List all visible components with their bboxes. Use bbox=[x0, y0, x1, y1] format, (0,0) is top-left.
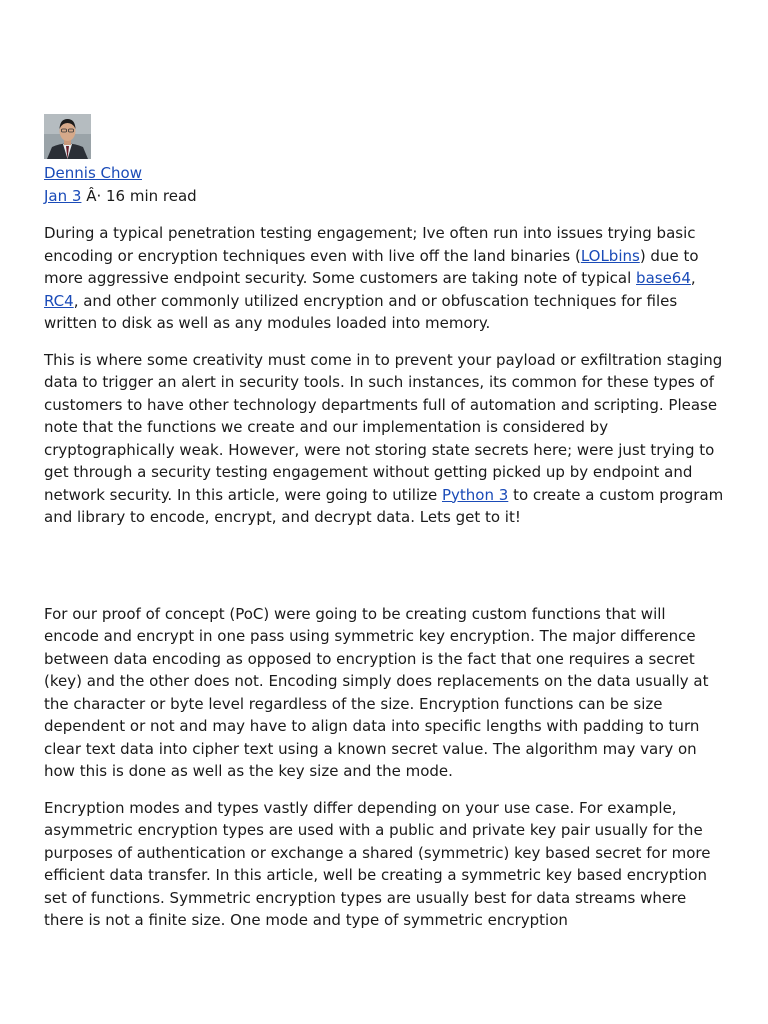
paragraph-text: to create a custom program and library to encode, encrypt, and decrypt data. Lets get to it! bbox=[44, 485, 724, 526]
paragraph-text: ) due to more aggressive endpoint security. Some customers are taking note of typical bbox=[44, 246, 699, 287]
base64-link[interactable]: base64 bbox=[636, 269, 691, 287]
paragraph-text: For our proof of concept (PoC) were going to be creating custom functions that will encode and encrypt in one pass using symmetric key encryption. The major difference between data encoding as opposed to encryption is the fact that one requires a secret (key) and the other does not. Encoding simply does replacements on the data usually at the character or byte level regardless of the size. Encryption functions can be size dependent or not and may have to align data into specific lengths with padding to turn clear text data into cipher text using a known secret value. The algorithm may vary on how this is done as well as the key size and the mode. bbox=[44, 604, 709, 780]
paragraph-text: , bbox=[690, 269, 696, 287]
article bbox=[44, 114, 724, 932]
post-date-link[interactable]: Jan 3 bbox=[44, 187, 82, 205]
paragraph-text: , and other commonly utilized encryption and or obfuscation techniques for files written to disk as well as any modules loaded into memory. bbox=[44, 291, 678, 332]
post-meta bbox=[44, 185, 724, 207]
read-time: 16 min read bbox=[106, 187, 197, 205]
author-avatar-photo bbox=[44, 114, 91, 159]
author-name-link[interactable]: Dennis Chow bbox=[44, 164, 142, 182]
paragraph-text: Encryption modes and types vastly differ depending on your use case. For example, asymmetric encryption types are used with a public and private key pair usually for the purposes of authentication or exchange a shared (symmetric) key based secret for more efficient data transfer. In this article, well be creating a symmetric key based encryption set of functions. Symmetric encryption types are usually best for data streams where there is not a finite size. One mode and type of symmetric encryption bbox=[44, 798, 711, 929]
python3-link[interactable]: Python 3 bbox=[441, 485, 509, 504]
paragraph-intro bbox=[44, 222, 724, 335]
paragraph-poc bbox=[44, 603, 724, 783]
lolbins-link[interactable]: LOLbins bbox=[580, 246, 640, 265]
paragraph-modes bbox=[44, 797, 724, 932]
meta-separator: Â· bbox=[81, 187, 107, 205]
paragraph-creativity bbox=[44, 349, 724, 529]
author-avatar[interactable] bbox=[44, 114, 91, 159]
paragraph-text: This is where some creativity must come in to prevent your payload or exfiltration staging data to trigger an alert in security tools. In such instances, its common for these types of customers to have other technology departments full of automation and scripting. Please note that the functions we create and our implementation is considered by cryptographically weak. However, were not storing state secrets here; were just trying to get through a security testing engagement without getting picked up by endpoint and network security. In this article, were going to utilize bbox=[44, 350, 723, 504]
paragraph-text: During a typical penetration testing engagement; Ive often run into issues trying basic encoding or encryption techniques even with live off the land binaries ( bbox=[44, 224, 696, 265]
rc4-link[interactable]: RC4 bbox=[44, 291, 74, 310]
